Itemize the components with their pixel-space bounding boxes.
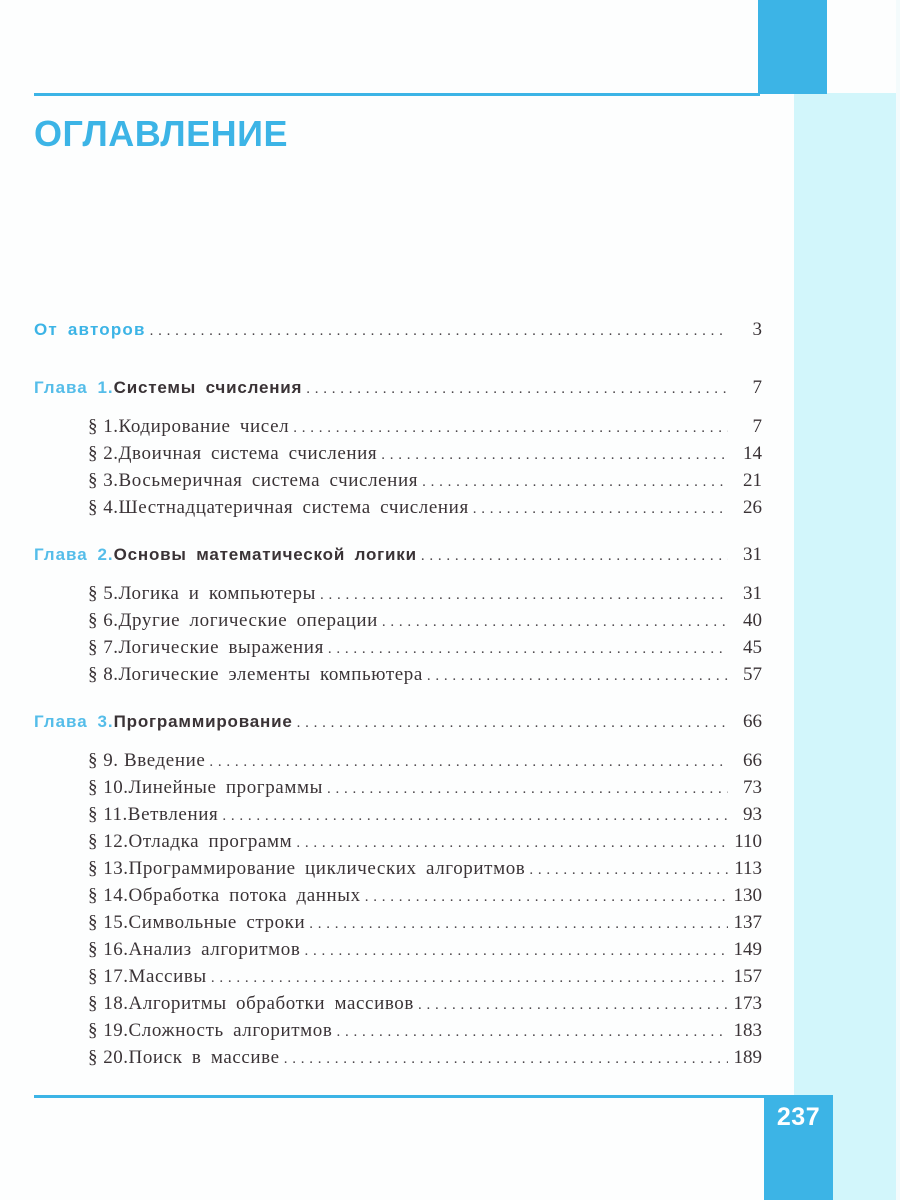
toc-page-number: 149 [733,939,762,960]
section-title: Введение [124,750,206,771]
toc-page-number: 137 [733,912,762,933]
toc-page-number: 157 [733,966,762,987]
chapter-label: Глава 3. [34,712,114,731]
toc-page-number: 31 [743,544,762,565]
toc-page-number: 110 [734,831,762,852]
chapter-title: Программирование [113,712,293,731]
toc-page-number: 57 [743,664,762,685]
section-title: Массивы [128,966,207,987]
section-title: Восьмеричная система счисления [118,470,419,491]
section-number: § 7. [88,637,119,658]
toc-section-20[interactable] [88,1046,762,1070]
dot-leader [422,470,728,494]
toc-page-number: 7 [752,416,762,437]
toc-page-number: 189 [733,1047,762,1068]
toc-page-number: 14 [743,443,762,464]
toc-chapter-1[interactable] [34,376,762,400]
section-number: § 15. [88,912,129,933]
section-title: Логические выражения [118,637,324,658]
section-title: Линейные программы [128,777,323,798]
dot-leader [327,777,728,801]
dot-leader [473,497,728,521]
toc-page-number: 183 [733,1020,762,1041]
toc-section-19[interactable] [88,1019,762,1043]
toc-page-number: 31 [743,583,762,604]
section-number: § 2. [88,443,119,464]
dot-leader [529,858,728,882]
toc-section-5[interactable] [88,582,762,606]
toc-section-4[interactable] [88,496,762,520]
section-title: Другие логические операции [118,610,378,631]
dot-leader [418,993,728,1017]
dot-leader [296,831,728,855]
section-number: § 5. [88,583,119,604]
section-number: § 13. [88,858,129,879]
toc-entry-from-authors[interactable] [34,318,762,342]
section-title: Отладка программ [128,831,293,852]
toc-page-number: 3 [752,319,762,340]
toc-section-12[interactable] [88,830,762,854]
section-number: § 20. [88,1047,129,1068]
toc-section-9[interactable] [88,749,762,773]
section-title: Логические элементы компьютера [118,664,423,685]
toc-section-16[interactable] [88,938,762,962]
toc-page-number: 66 [743,711,762,732]
section-title: Ветвления [127,804,219,825]
toc-page-number: 66 [743,750,762,771]
chapter-title: Системы счисления [113,378,303,397]
section-title: Символьные строки [128,912,306,933]
toc-chapter-2[interactable] [34,543,762,567]
toc-section-17[interactable] [88,965,762,989]
dot-leader [328,637,728,661]
section-number: § 11. [88,804,128,825]
toc-section-8[interactable] [88,663,762,687]
toc-chapter-3[interactable] [34,710,762,734]
dot-leader [297,711,728,735]
toc-section-7[interactable] [88,636,762,660]
section-number: § 14. [88,885,129,906]
toc-section-18[interactable] [88,992,762,1016]
toc-section-15[interactable] [88,911,762,935]
dot-leader [382,610,728,634]
dot-leader [222,804,728,828]
dot-leader [336,1020,727,1044]
toc-entry-label: От авторов [34,320,146,339]
section-title: Логика и компьютеры [118,583,317,604]
toc-page-number: 73 [743,777,762,798]
toc-page-number: 21 [743,470,762,491]
section-number: § 9. [88,750,119,771]
chapter-label: Глава 1. [34,378,114,397]
toc-section-13[interactable] [88,857,762,881]
section-title: Поиск в массиве [128,1047,280,1068]
dot-leader [427,664,728,688]
toc-page-number: 45 [743,637,762,658]
section-number: § 8. [88,664,119,685]
section-title: Шестнадцатеричная система счисления [118,497,469,518]
dot-leader [150,319,728,343]
section-title: Программирование циклических алгоритмов [128,858,526,879]
section-number: § 1. [88,416,119,437]
page-number: 237 [776,1103,821,1131]
section-title: Сложность алгоритмов [128,1020,333,1041]
dot-leader [209,750,728,774]
page-title: ОГЛАВЛЕНИЕ [34,113,289,154]
section-number: § 3. [88,470,119,491]
chapter-label: Глава 2. [34,545,114,564]
section-number: § 17. [88,966,129,987]
dot-leader [304,939,727,963]
toc-page-number: 40 [743,610,762,631]
dot-leader [211,966,728,990]
section-number: § 16. [88,939,129,960]
section-number: § 18. [88,993,129,1014]
toc-section-14[interactable] [88,884,762,908]
section-number: § 19. [88,1020,129,1041]
toc-section-2[interactable] [88,442,762,466]
toc-page-number: 130 [733,885,762,906]
dot-leader [320,583,728,607]
toc-page-number: 113 [734,858,762,879]
section-number: § 6. [88,610,119,631]
toc-page-number: 93 [743,804,762,825]
toc-section-6[interactable] [88,609,762,633]
toc-page-number: 7 [752,377,762,398]
dot-leader [284,1047,728,1071]
section-title: Обработка потока данных [128,885,361,906]
section-title: Кодирование чисел [118,416,290,437]
toc-section-1[interactable] [88,415,762,439]
dot-leader [306,377,728,401]
bottom-divider [34,1095,766,1098]
section-title: Двоичная система счисления [118,443,378,464]
chapter-title: Основы математической логики [113,545,417,564]
toc-page-number: 173 [733,993,762,1014]
section-number: § 12. [88,831,129,852]
dot-leader [421,544,728,568]
toc-section-10[interactable] [88,776,762,800]
dot-leader [365,885,728,909]
dot-leader [293,416,728,440]
section-title: Анализ алгоритмов [128,939,301,960]
section-number: § 10. [88,777,129,798]
toc-section-11[interactable] [88,803,762,827]
section-title: Алгоритмы обработки массивов [128,993,414,1014]
dot-leader [381,443,728,467]
dot-leader [309,912,727,936]
toc-page-number: 26 [743,497,762,518]
toc-section-3[interactable] [88,469,762,493]
section-number: § 4. [88,497,119,518]
